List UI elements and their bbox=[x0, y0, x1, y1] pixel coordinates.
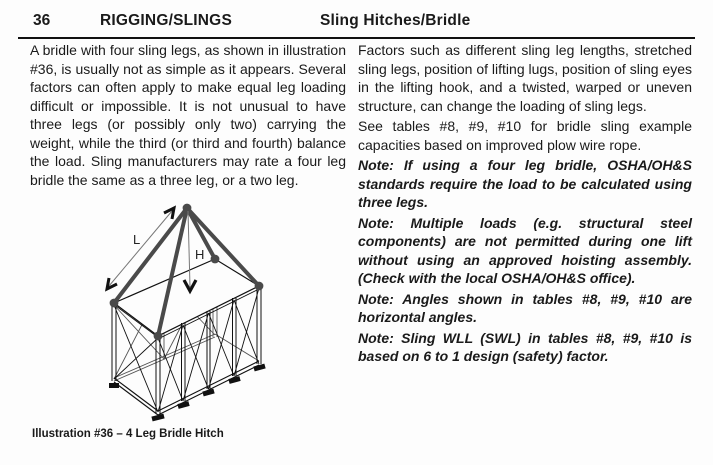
right-column bbox=[358, 41, 692, 368]
page-number: 36 bbox=[33, 12, 51, 29]
truss-top-face bbox=[114, 259, 259, 339]
height-label: H bbox=[195, 247, 205, 262]
header-rule bbox=[18, 37, 695, 39]
illustration-caption: Illustration #36 – 4 Leg Bridle Hitch bbox=[32, 428, 224, 440]
section-title: RIGGING/SLINGS bbox=[100, 12, 232, 29]
left-column bbox=[30, 41, 346, 455]
note-four-leg: Note: If using a four leg bridle, OSHA/OH&S standards require the load to be calculated using three legs. bbox=[358, 157, 692, 210]
bridle-hitch-illustration bbox=[30, 197, 352, 439]
page-header bbox=[0, 12, 713, 36]
length-arrow bbox=[107, 208, 174, 289]
note-angles: Note: Angles shown in tables #8, #9, #10 are horizontal angles. bbox=[358, 290, 692, 325]
page-title: Sling Hitches/Bridle bbox=[320, 12, 471, 29]
note-multiple-loads: Note: Multiple loads (e.g. structural steel components) are not permitted during one lift without using an approved hoisting assembly. (Check with the local OSHA/OH&S office). bbox=[358, 214, 692, 286]
note-wll: Note: Sling WLL (SWL) in tables #8, #9, #10 is based on 6 to 1 design (safety) factor. bbox=[358, 329, 692, 364]
paragraph-tables: See tables #8, #9, #10 for bridle sling example capacities based on improved plow wire rope. bbox=[358, 118, 692, 153]
paragraph-factors: Factors such as different sling leg lengths, stretched sling legs, position of lifting lugs, position of sling eyes in the lifting hook, and a twisted, warped or uneven structure, can change the loading of sling legs. bbox=[358, 42, 692, 114]
length-label: L bbox=[133, 232, 141, 247]
body-paragraph: A bridle with four sling legs, as shown in illustration #36, is usually not as simple as it appears. Several factors can often apply to make equal leg loading difficult or impossible. It is not unusual to have three legs (or possibly only two) carrying the weight, while the third (or third and fourth) balance the load. Sling manufacturers may rate a four leg bridle the same as a three leg, or a two leg. bbox=[30, 42, 346, 188]
